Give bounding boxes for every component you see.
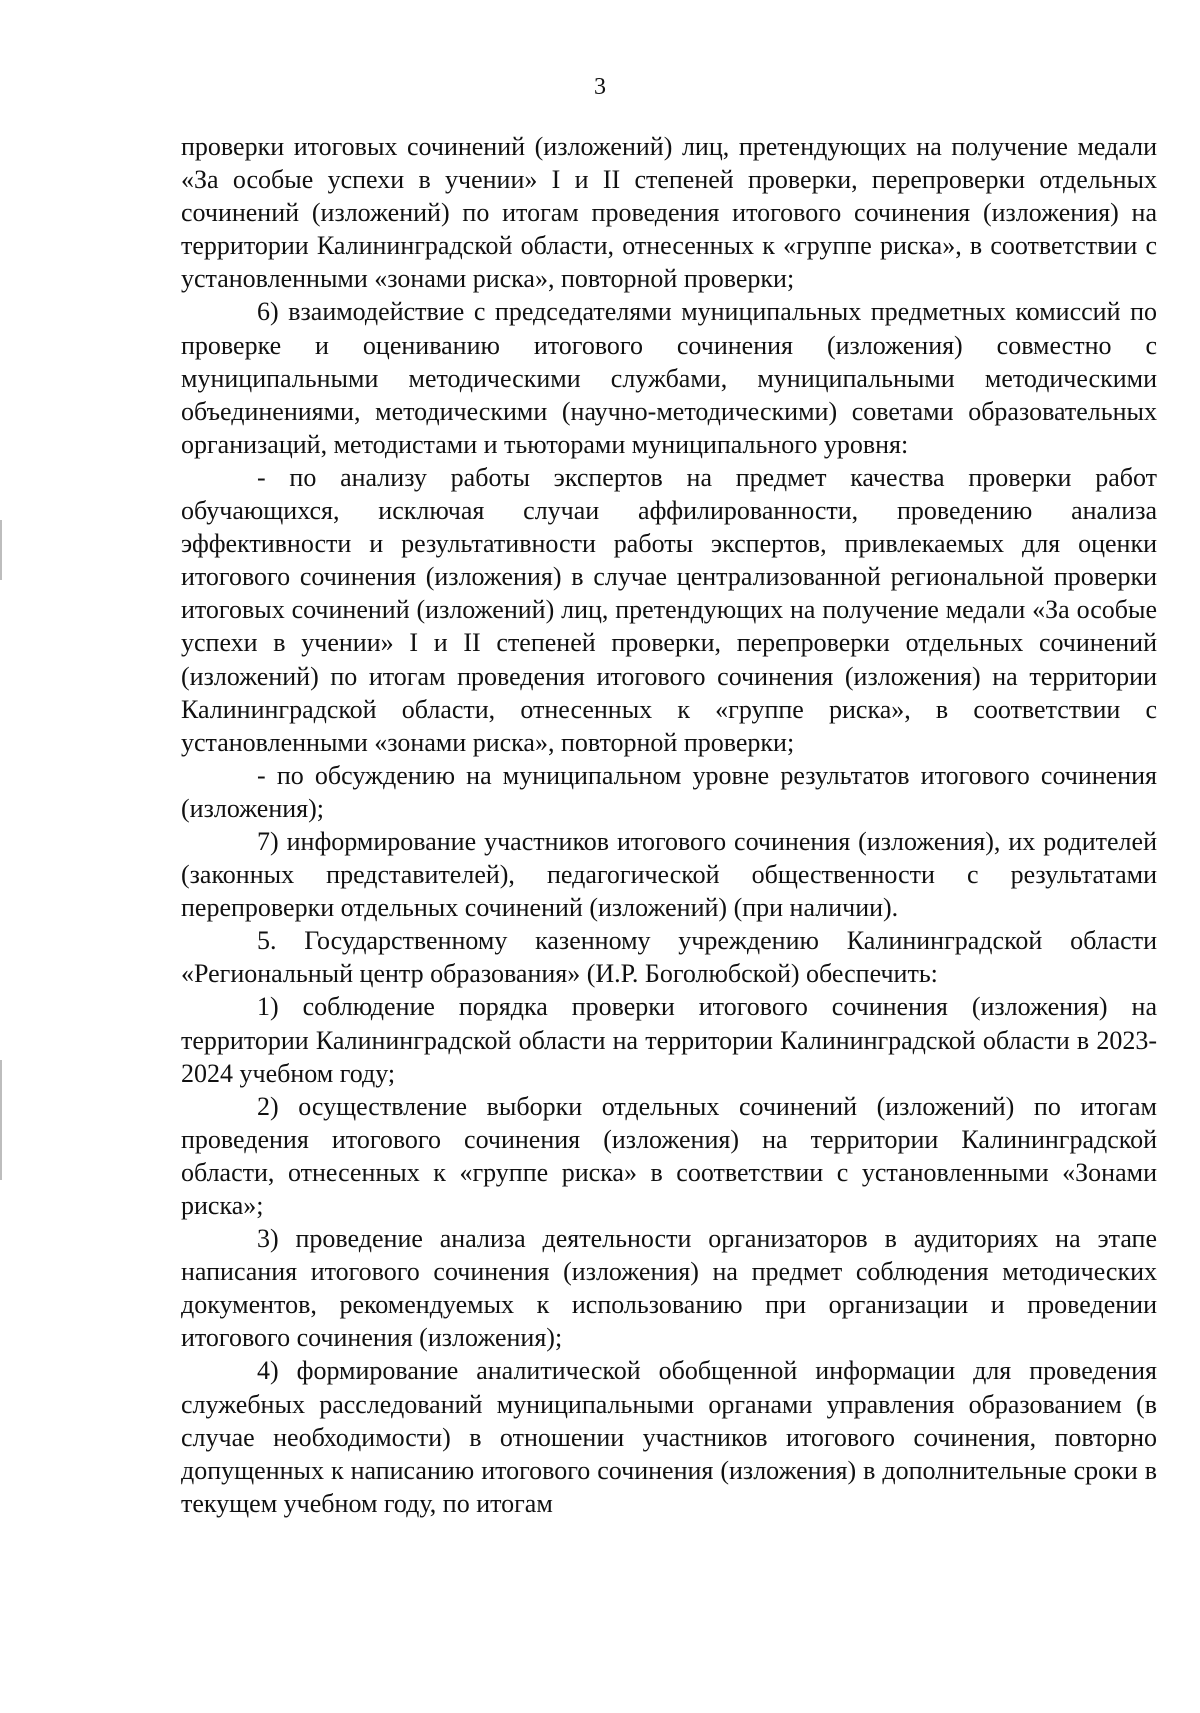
paragraph-5-item-4: 4) формирование аналитической обобщенной информации для проведения служебных расследований муниципальными органами управления образованием (в случае необходимости) в отношении участников итогового сочинения, повторно допущенных к написанию итогового сочинения (изложения) в дополнительные сроки в текущем учебном году, по итогам: [181, 1356, 1157, 1518]
paragraph-dash-expert-analysis: - по анализу работы экспертов на предмет качества проверки работ обучающихся, исключая случаи аффилированности, проведению анализа эффективности и результативности работы экспертов, привлекаемых для оценки итогового сочинения (изложения) в случае централизованной региональной проверки итоговых сочинений (изложений) лиц, претендующих на получение медали «За особые успехи в учении» I и II степеней проверки, перепроверки отдельных сочинений (изложений) по итогам проведения итогового сочинения (изложения) на территории Калининградской области, отнесенных к «группе риска», в соответствии с установленными «зонами риска», повторной проверки;: [181, 462, 1157, 757]
paragraph-5-item-1: 1) соблюдение порядка проверки итогового сочинения (изложения) на территории Калининградской области на территории Калининградской области в 2023-2024 учебном году;: [181, 992, 1157, 1088]
document-body: [181, 130, 1157, 1520]
page-number: 3: [594, 74, 606, 100]
paragraph-continuation: проверки итоговых сочинений (изложений) лиц, претендующих на получение медали «За особые успехи в учении» I и II степеней проверки, перепроверки отдельных сочинений (изложений) по итогам проведения итогового сочинения (изложения) на территории Калининградской области, отнесенных к «группе риска», в соответствии с установленными «зонами риска», повторной проверки;: [181, 132, 1157, 294]
scan-edge-mark: [0, 520, 2, 580]
paragraph-5-item-3: 3) проведение анализа деятельности организаторов в аудиториях на этапе написания итогового сочинения (изложения) на предмет соблюдения методических документов, рекомендуемых к использованию при организации и проведении итогового сочинения (изложения);: [181, 1224, 1157, 1353]
paragraph-item-7: 7) информирование участников итогового сочинения (изложения), их родителей (законных представителей), педагогической общественности с результатами перепроверки отдельных сочинений (изложений) (при наличии).: [181, 826, 1157, 923]
scan-edge-mark: [0, 1060, 2, 1180]
paragraph-item-6: 6) взаимодействие с председателями муниципальных предметных комиссий по проверке и оцениванию итогового сочинения (изложения) совместно с муниципальными методическими службами, муниципальными методическими объединениями, методическими (научно-методическими) советами образовательных организаций, методистами и тьюторами муниципального уровня:: [181, 297, 1157, 459]
paragraph-section-5: 5. Государственному казенному учреждению Калининградской области «Региональный центр образования» (И.Р. Боголюбской) обеспечить:: [181, 926, 1157, 989]
paragraph-dash-discussion: - по обсуждению на муниципальном уровне результатов итогового сочинения (изложения);: [181, 760, 1157, 823]
paragraph-5-item-2: 2) осуществление выборки отдельных сочинений (изложений) по итогам проведения итогового сочинения (изложения) на территории Калининградской области, отнесенных к «группе риска» в соответствии с установленными «Зонами риска»;: [181, 1091, 1157, 1220]
